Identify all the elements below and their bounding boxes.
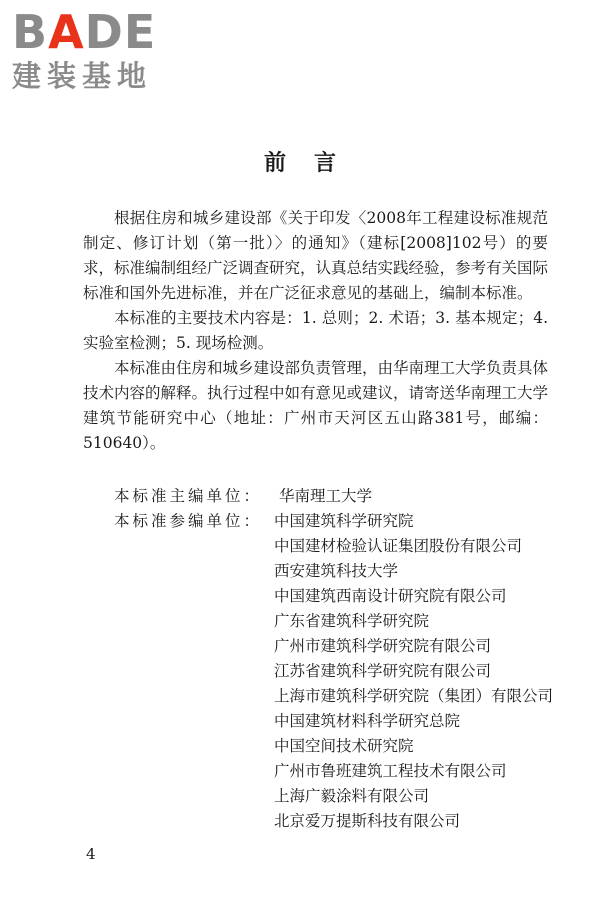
chief-unit-row [83,484,553,509]
chief-unit-value: 华南理工大学 [279,487,373,505]
participating-units-label: 本标准参编单位： [114,512,263,530]
list-item: 上海广毅涂料有限公司 [273,787,429,805]
units-section [83,484,553,834]
page-title: 前言 [263,150,364,176]
list-item: 上海市建筑科学研究院（集团）有限公司 [273,687,553,705]
paragraph-management: 本标准由住房和城乡建设部负责管理，由华南理工大学负责具体技术内容的解释。执行过程中如有意见或建议，请寄送华南理工大学建筑节能研究中心（地址：广州市天河区五山路381号，邮编：510640）。 [83,359,549,452]
list-item: 中国建筑西南设计研究院有限公司 [273,587,507,605]
page-number: 4 [86,845,96,863]
logo-subtitle: 建装基地 [12,59,153,93]
list-item: 北京爱万提斯科技有限公司 [273,812,460,830]
logo-letters-de: DE [84,5,157,59]
logo-letter-a: A [48,5,85,59]
list-item: 江苏省建筑科学研究院有限公司 [273,662,491,680]
list-item: 西安建筑科技大学 [273,562,398,580]
preface-body [83,206,548,456]
chief-unit-label: 本标准主编单位： [114,487,263,505]
logo-letter-b: B [12,5,49,59]
list-item: 广东省建筑科学研究院 [273,612,429,630]
paragraph-technical-content: 本标准的主要技术内容是：1. 总则；2. 术语；3. 基本规定；4. 实验室检测；5. 现场检测。 [83,309,548,352]
list-item: 中国建筑科学研究院 [273,512,414,530]
paragraph-background: 根据住房和城乡建设部《关于印发〈2008年工程建设标准规范制定、修订计划（第一批）〉的通知》（建标[2008]102号）的要求，标准编制组经广泛调查研究，认真总结实践经验，参考有关国际标准和国外先进标准，并在广泛征求意见的基础上，编制本标准。 [83,209,549,302]
logo-wordmark [12,6,156,58]
participating-units-row [83,509,553,834]
list-item: 中国建筑材料科学研究总院 [273,712,460,730]
list-item: 广州市鲁班建筑工程技术有限公司 [273,762,507,780]
bade-logo [12,6,182,96]
list-item: 广州市建筑科学研究院有限公司 [273,637,491,655]
list-item: 中国空间技术研究院 [273,737,414,755]
participating-units-list [274,509,553,834]
list-item: 中国建材检验认证集团股份有限公司 [273,537,522,555]
